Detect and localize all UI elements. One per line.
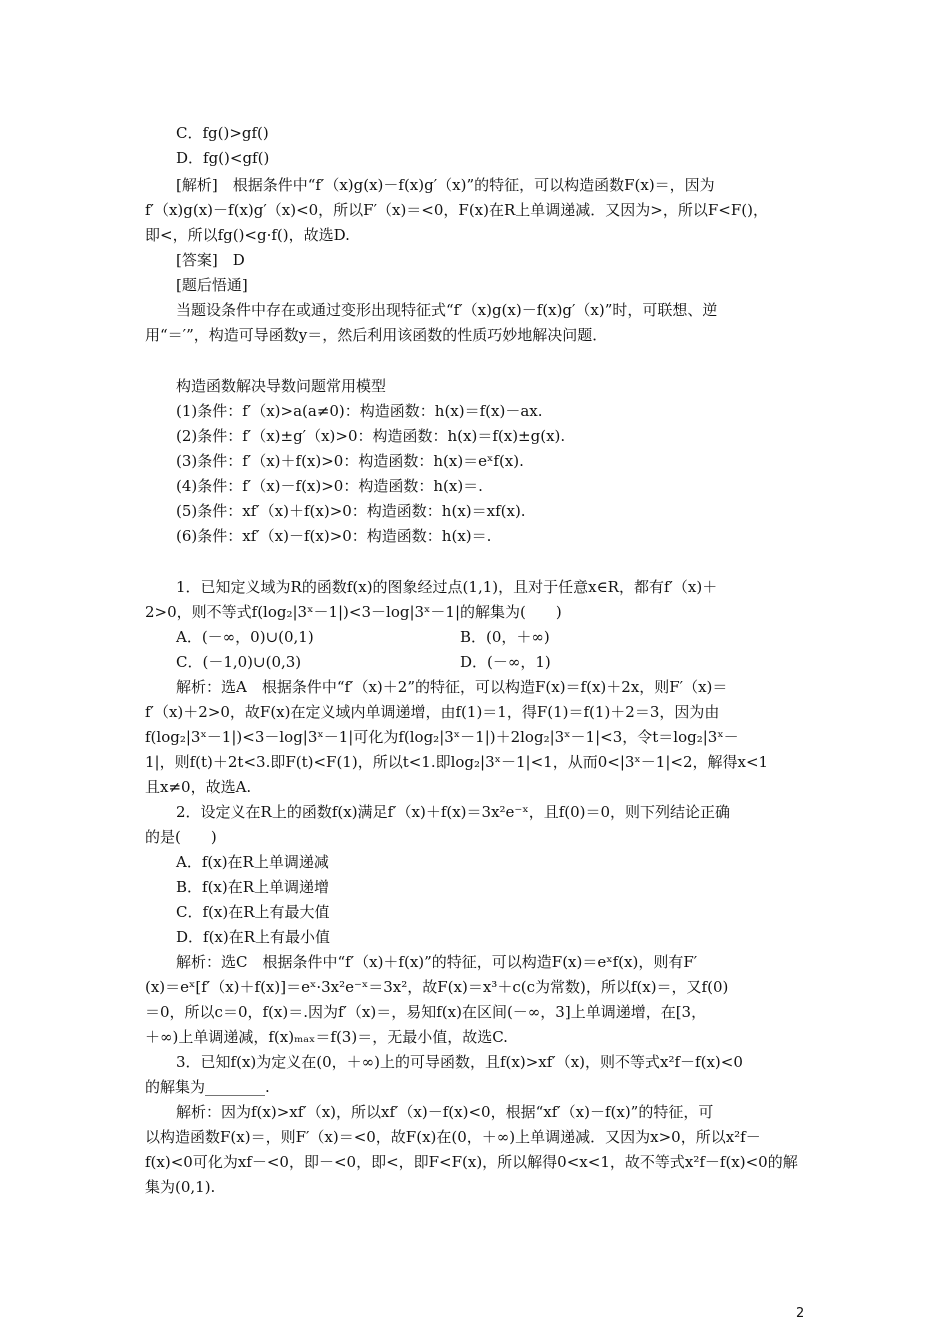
text-line bbox=[145, 1177, 215, 1197]
text-line-content: ＋∞)上单调递减，f(x)ₘₐₓ＝f(3)＝，无最小值，故选C. bbox=[145, 1028, 508, 1046]
text-line bbox=[145, 1002, 706, 1022]
text-line bbox=[176, 148, 269, 168]
text-line-content: 的是( ) bbox=[145, 828, 217, 846]
text-line-content: 1|，则f(t)＋2t<3.即F(t)<F(1)，所以t<1.即log₂|3ˣ－1|<1，从而0<|3ˣ－1|<2，解得x<1 bbox=[145, 753, 769, 771]
text-line bbox=[176, 451, 524, 471]
text-line bbox=[176, 175, 715, 195]
text-line bbox=[145, 325, 607, 345]
text-line-content: (2)条件：f′（x)±g′（x)>0：构造函数：h(x)＝f(x)±g(x). bbox=[176, 427, 566, 445]
text-line-content: f′（x)＋2>0，故F(x)在定义域内单调递增，由f(1)＝1，得F(1)＝f(1)＋2＝3，因为由 bbox=[145, 703, 720, 721]
text-line bbox=[176, 877, 329, 897]
text-line-content: A．f(x)在R上单调递减 bbox=[176, 853, 329, 871]
text-line-content: 2>0，则不等式f(log₂|3ˣ－1|)<3－log|3ˣ－1|的解集为( ) bbox=[145, 603, 562, 621]
text-line bbox=[176, 401, 543, 421]
text-line bbox=[176, 526, 491, 546]
text-line-content: f(log₂|3ˣ－1|)<3－log|3ˣ－1|可化为f(log₂|3ˣ－1|)＋2log₂|3ˣ－1|<3，令t＝log₂|3ˣ－ bbox=[145, 728, 739, 746]
text-line bbox=[145, 752, 768, 772]
text-line-content: (4)条件：f′（x)－f(x)>0：构造函数：h(x)＝. bbox=[176, 477, 483, 495]
text-line-content: 1．已知定义域为R的函数f(x)的图象经过点(1,1)，且对于任意x∈R，都有f′（x)＋ bbox=[176, 578, 718, 596]
text-line-content: (x)＝eˣ[f′（x)＋f(x)]＝eˣ·3x²e⁻ˣ＝3x²，故F(x)＝x³＋c(c为常数)，所以f(x)＝，又f(0) bbox=[145, 978, 729, 996]
text-line-content: 且x≠0，故选A. bbox=[145, 778, 252, 796]
text-line-content: 解析：因为f(x)>xf′（x)，所以xf′（x)－f(x)<0，根据“xf′（x)－f(x)”的特征，可 bbox=[176, 1103, 714, 1121]
text-line-content: 的解集为________. bbox=[145, 1078, 270, 1096]
text-line-content: 构造函数解决导数问题常用模型 bbox=[176, 377, 387, 395]
text-line bbox=[145, 777, 251, 797]
text-line bbox=[176, 902, 330, 922]
text-line bbox=[145, 602, 562, 622]
text-line-content: 即<，所以fg()<g·f()，故选D. bbox=[145, 226, 350, 244]
text-line-content: C．(－1,0)∪(0,3) bbox=[176, 653, 302, 671]
text-line-content: C．fg()>gf() bbox=[176, 124, 269, 142]
text-line-content: f(x)<0可化为xf－<0，即－<0，即<，即F<F(x)，所以解得0<x<1，故不等式x²f－f(x)<0的解 bbox=[145, 1153, 798, 1171]
text-line-content: D．fg()<gf() bbox=[176, 149, 270, 167]
text-line-content: 集为(0,1). bbox=[145, 1178, 216, 1196]
text-line bbox=[176, 123, 269, 143]
text-line bbox=[176, 275, 248, 295]
option-second-column: B．(0，＋∞) bbox=[460, 628, 550, 646]
text-line-content: 用“＝′”，构造可导函数y＝，然后利用该函数的性质巧妙地解决问题． bbox=[145, 326, 608, 344]
text-line bbox=[145, 727, 739, 747]
text-line bbox=[145, 225, 350, 245]
text-line-content: 3．已知f(x)为定义在(0，＋∞)上的可导函数，且f(x)>xf′（x)，则不等式x²f－f(x)<0 bbox=[176, 1053, 743, 1071]
text-line-content: (3)条件：f′（x)＋f(x)>0：构造函数：h(x)＝eˣf(x). bbox=[176, 452, 524, 470]
text-line bbox=[145, 702, 719, 722]
text-line bbox=[176, 476, 483, 496]
text-line bbox=[176, 426, 565, 446]
option-second-column: D．(－∞，1) bbox=[460, 653, 551, 671]
text-line bbox=[176, 927, 330, 947]
text-line bbox=[176, 652, 551, 672]
text-line bbox=[176, 300, 717, 320]
text-line-content: A．(－∞，0)∪(0,1) bbox=[176, 628, 314, 646]
text-line-content: B．f(x)在R上单调递增 bbox=[176, 878, 330, 896]
text-line bbox=[145, 1027, 508, 1047]
text-line-content: 当题设条件中存在或通过变形出现特征式“f′（x)g(x)－f(x)g′（x)”时，可联想、逆 bbox=[176, 301, 718, 319]
text-line bbox=[176, 677, 727, 697]
text-line-content: 解析：选A 根据条件中“f′（x)＋2”的特征，可以构造F(x)＝f(x)＋2x，则F′（x)＝ bbox=[176, 678, 728, 696]
text-line-content: (5)条件：xf′（x)＋f(x)>0：构造函数：h(x)＝xf(x). bbox=[176, 502, 526, 520]
text-line bbox=[145, 200, 768, 220]
text-line bbox=[176, 952, 697, 972]
text-line bbox=[176, 1052, 743, 1072]
text-line bbox=[176, 627, 550, 647]
text-line-content: [题后悟通] bbox=[176, 276, 248, 294]
text-line bbox=[176, 1102, 713, 1122]
text-line bbox=[176, 852, 329, 872]
text-line-content: 以构造函数F(x)＝，则F′（x)＝<0，故F(x)在(0，＋∞)上单调递减．又因为x>0，所以x²f－ bbox=[145, 1128, 761, 1146]
text-line-content: [解析] 根据条件中“f′（x)g(x)－f(x)g′（x)”的特征，可以构造函数F(x)＝，因为 bbox=[176, 176, 715, 194]
text-line-content: [答案] D bbox=[176, 251, 245, 269]
text-line-content: (6)条件：xf′（x)－f(x)>0：构造函数：h(x)＝. bbox=[176, 527, 492, 545]
text-line-content: D．f(x)在R上有最小值 bbox=[176, 928, 331, 946]
page-number: 2 bbox=[796, 1306, 805, 1321]
text-line-content: 解析：选C 根据条件中“f′（x)＋f(x)”的特征，可以构造F(x)＝eˣf(x)，则有F′ bbox=[176, 953, 698, 971]
text-line bbox=[176, 250, 245, 270]
text-line bbox=[176, 577, 717, 597]
text-line bbox=[145, 977, 728, 997]
text-line bbox=[145, 1077, 270, 1097]
text-line bbox=[145, 1152, 798, 1172]
text-line bbox=[176, 376, 386, 396]
text-line-content: ＝0，所以c＝0，f(x)＝.因为f′（x)＝，易知f(x)在区间(－∞，3]上单调递增，在[3， bbox=[145, 1003, 707, 1021]
text-line-content: f′（x)g(x)－f(x)g′（x)<0，所以F′（x)＝<0，F(x)在R上单调递减．又因为>，所以F<F()， bbox=[145, 201, 768, 219]
text-line bbox=[176, 802, 730, 822]
text-line-content: 2．设定义在R上的函数f(x)满足f′（x)＋f(x)＝3x²e⁻ˣ，且f(0)＝0，则下列结论正确 bbox=[176, 803, 731, 821]
text-line bbox=[145, 1127, 761, 1147]
text-line-content: C．f(x)在R上有最大值 bbox=[176, 903, 330, 921]
text-line-content: (1)条件：f′（x)>a(a≠0)：构造函数：h(x)＝f(x)－ax. bbox=[176, 402, 543, 420]
text-line bbox=[176, 501, 526, 521]
text-line bbox=[145, 827, 217, 847]
